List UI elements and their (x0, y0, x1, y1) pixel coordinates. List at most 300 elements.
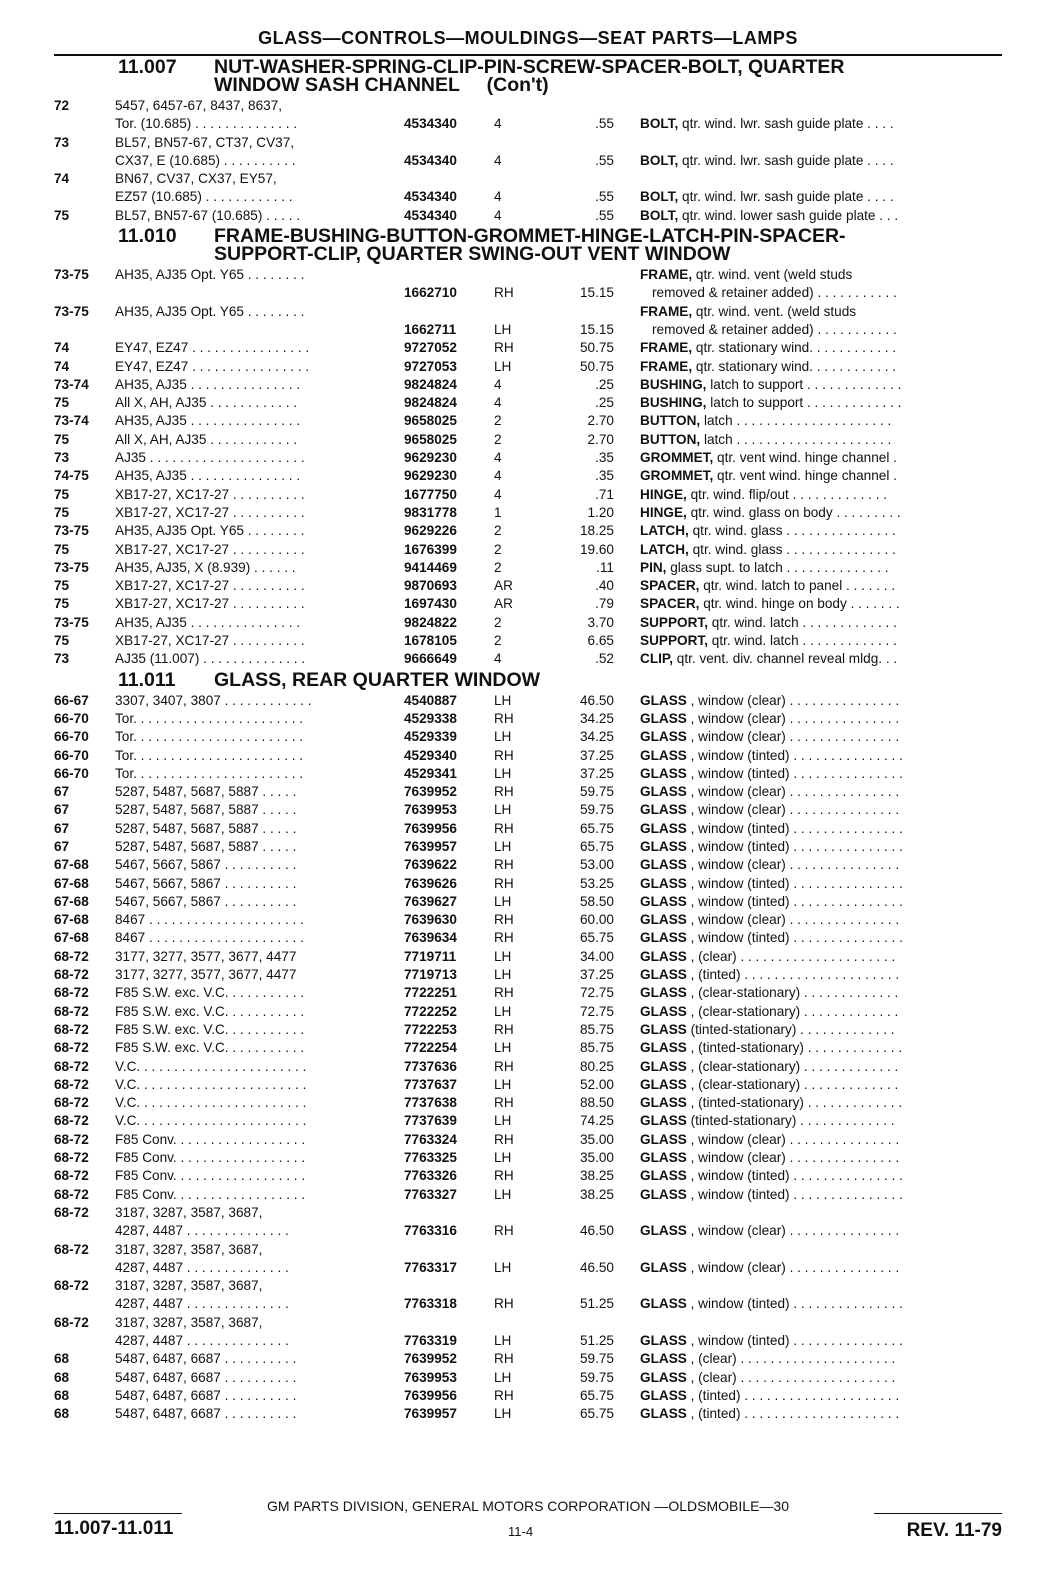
part-detail: qtr. wind. glass on body . . . . . . . . . (686, 504, 901, 520)
quantity: 4 (494, 651, 502, 667)
part-name: GLASS (640, 692, 687, 708)
part-number: 1678105 (404, 633, 457, 649)
table-row (54, 1058, 1002, 1076)
part-detail: qtr. wind. latch . . . . . . . . . . . . . (707, 633, 897, 649)
part-detail: , window (tinted) . . . . . . . . . . . . . . . (686, 893, 903, 909)
part-number: 9414469 (404, 559, 457, 575)
part-detail: glass supt. to latch . . . . . . . . . . . . . . (666, 559, 889, 575)
part-name: GLASS (640, 985, 687, 1001)
table-row (54, 728, 1002, 746)
part-name: GLASS (640, 1333, 687, 1348)
table-row (54, 522, 1002, 540)
model-applicability: All X, AH, AJ35 . . . . . . . . . . . . (115, 395, 298, 411)
model-year: 66-67 (54, 692, 89, 708)
price: 51.25 (579, 1296, 614, 1312)
quantity: LH (494, 1113, 512, 1129)
part-name: GLASS (640, 1351, 687, 1367)
table-row (54, 838, 1002, 856)
part-number: 7722252 (404, 1003, 457, 1019)
price: 46.50 (579, 692, 614, 708)
table-row (54, 504, 1002, 522)
price: 35.00 (579, 1131, 614, 1147)
table-row (54, 1405, 1002, 1423)
quantity: RH (494, 1131, 514, 1147)
quantity: 2 (494, 523, 502, 539)
table-row (54, 1149, 1002, 1167)
part-number: 7639953 (404, 1369, 457, 1385)
model-year: 73-75 (54, 614, 89, 630)
part-detail: , window (clear) . . . . . . . . . . . . . . . (686, 1259, 900, 1275)
part-number: 7639952 (404, 1351, 457, 1367)
part-name: GLASS (640, 1369, 687, 1385)
part-detail: qtr. vent wind. hinge channel . (713, 468, 897, 484)
price: .55 (595, 152, 614, 168)
quantity: 2 (494, 431, 502, 447)
model-year: 73-75 (54, 267, 89, 283)
part-number: 9824822 (404, 614, 457, 630)
description (640, 303, 1002, 321)
quantity: RH (494, 1095, 514, 1111)
price: .71 (595, 486, 614, 502)
price: .55 (595, 189, 614, 205)
part-number: 9658025 (404, 431, 457, 447)
part-detail: , window (clear) . . . . . . . . . . . . . . . (686, 784, 900, 800)
quantity: 4 (494, 152, 502, 168)
model-year: 67-68 (54, 930, 89, 946)
quantity: 4 (494, 450, 502, 466)
description (640, 1405, 1002, 1423)
quantity: RH (494, 710, 514, 726)
quantity: RH (494, 1387, 514, 1403)
part-detail: qtr. wind. flip/out . . . . . . . . . . . . . (686, 486, 888, 502)
part-name: GLASS (640, 1095, 687, 1111)
part-number: 4529341 (404, 765, 457, 781)
table-row (54, 97, 1002, 134)
table-row (54, 1204, 1002, 1241)
quantity: RH (494, 1223, 514, 1239)
quantity: LH (494, 838, 512, 854)
part-detail: (tinted-stationary) . . . . . . . . . . . . . (686, 1113, 895, 1129)
part-detail: , (tinted) . . . . . . . . . . . . . . . . . . . . . (686, 1387, 900, 1403)
table-row (54, 541, 1002, 559)
description (640, 632, 1002, 650)
description (640, 984, 1002, 1002)
part-number: 9727053 (404, 358, 457, 374)
section-code: 11.010 (118, 225, 177, 248)
price: .55 (595, 207, 614, 223)
description (640, 650, 1002, 668)
part-name: BOLT, (640, 152, 679, 168)
quantity: AR (494, 578, 513, 594)
price: 46.50 (579, 1223, 614, 1239)
model-applicability: AH35, AJ35 Opt. Y65 . . . . . . . . (115, 523, 305, 539)
part-name: PIN, (640, 559, 667, 575)
part-name: GLASS (640, 747, 687, 763)
part-name: GLASS (640, 802, 687, 818)
description (640, 1350, 1002, 1368)
table-row (54, 856, 1002, 874)
description (640, 1094, 1002, 1112)
description (640, 875, 1002, 893)
model-applicability: XB17-27, XC17-27 . . . . . . . . . . (115, 541, 305, 557)
model-applicability: AJ35 . . . . . . . . . . . . . . . . . . . . . (115, 450, 305, 466)
quantity: 4 (494, 486, 502, 502)
part-name: SUPPORT, (640, 614, 708, 630)
model-applicability: 3177, 3277, 3577, 3677, 4477 (115, 967, 297, 983)
part-detail: , window (tinted) . . . . . . . . . . . . . . . (686, 930, 903, 946)
price: 52.00 (579, 1076, 614, 1092)
price: .25 (595, 376, 614, 392)
price: 38.25 (579, 1168, 614, 1184)
part-number: 7763319 (404, 1333, 457, 1348)
model-applicability-cont: 4287, 4487 . . . . . . . . . . . . . . (115, 1333, 289, 1348)
model-year: 73-74 (54, 376, 89, 392)
quantity: LH (494, 802, 512, 818)
part-detail: qtr. wind. lwr. sash guide plate . . . . (678, 152, 894, 168)
price: 2.70 (587, 431, 614, 447)
part-number: 7639952 (404, 784, 457, 800)
quantity: RH (494, 747, 514, 763)
table-row (54, 467, 1002, 485)
part-number: 7763327 (404, 1186, 457, 1202)
model-year: 67 (54, 802, 70, 818)
price: 74.25 (579, 1113, 614, 1129)
model-year: 72 (54, 98, 70, 113)
part-number: 7722251 (404, 985, 457, 1001)
quantity: RH (494, 857, 514, 873)
model-year: 75 (54, 486, 70, 502)
model-year: 75 (54, 596, 70, 612)
part-name: GLASS (640, 1021, 687, 1037)
part-name: GLASS (640, 1387, 687, 1403)
model-year: 75 (54, 395, 70, 411)
model-year: 68-72 (54, 1021, 89, 1037)
part-name: GLASS (640, 1150, 687, 1166)
quantity: LH (494, 1076, 512, 1092)
model-applicability: XB17-27, XC17-27 . . . . . . . . . . (115, 486, 305, 502)
part-name: GLASS (640, 893, 687, 909)
part-name: GLASS (640, 1076, 687, 1092)
model-applicability: F85 Conv. . . . . . . . . . . . . . . . . . (115, 1150, 306, 1166)
model-applicability: XB17-27, XC17-27 . . . . . . . . . . (115, 596, 305, 612)
part-name: GLASS (640, 729, 687, 745)
part-detail: , window (clear) . . . . . . . . . . . . . . . (686, 912, 900, 928)
part-number: 9727052 (404, 340, 457, 356)
part-number: 7763324 (404, 1131, 457, 1147)
description (640, 504, 1002, 522)
description (640, 911, 1002, 929)
quantity: 4 (494, 376, 502, 392)
part-number: 9831778 (404, 504, 457, 520)
model-year: 68-72 (54, 948, 89, 964)
table-row (54, 1076, 1002, 1094)
price: 53.00 (579, 857, 614, 873)
description (640, 394, 1002, 412)
quantity: LH (494, 1333, 512, 1348)
description (640, 559, 1002, 577)
quantity: RH (494, 875, 514, 891)
part-name: GLASS (640, 930, 687, 946)
parts-table (54, 97, 1002, 225)
price: 6.65 (587, 633, 614, 649)
description (640, 266, 1002, 284)
table-row (54, 783, 1002, 801)
quantity: RH (494, 285, 514, 301)
quantity: RH (494, 784, 514, 800)
model-applicability: AH35, AJ35 . . . . . . . . . . . . . . . (115, 614, 301, 630)
price: 37.25 (579, 747, 614, 763)
table-row (54, 632, 1002, 650)
part-detail: , window (clear) . . . . . . . . . . . . . . . (686, 802, 900, 818)
part-number: 7639634 (404, 930, 457, 946)
table-row (54, 1387, 1002, 1405)
model-applicability: All X, AH, AJ35 . . . . . . . . . . . . (115, 431, 298, 447)
price: 46.50 (579, 1259, 614, 1275)
quantity: RH (494, 1021, 514, 1037)
part-number: 4534340 (404, 116, 457, 132)
model-applicability: 5287, 5487, 5687, 5887 . . . . . (115, 802, 297, 818)
part-name: CLIP, (640, 651, 673, 667)
model-applicability-cont: 4287, 4487 . . . . . . . . . . . . . . (115, 1296, 289, 1312)
part-name: GLASS (640, 1406, 687, 1422)
part-name: GLASS (640, 1168, 687, 1184)
price: 59.75 (579, 1369, 614, 1385)
part-number: 7639956 (404, 820, 457, 836)
part-number: 7639957 (404, 838, 457, 854)
model-applicability: 5487, 6487, 6687 . . . . . . . . . . (115, 1406, 297, 1422)
model-year: 68-72 (54, 1058, 89, 1074)
description (640, 339, 1002, 357)
price: 59.75 (579, 802, 614, 818)
model-year: 75 (54, 578, 70, 594)
table-row (54, 207, 1002, 225)
section-title: NUT-WASHER-SPRING-CLIP-PIN-SCREW-SPACER-BOLT, QUARTER WINDOW SASH CHANNEL (Con't) (214, 56, 845, 96)
part-number: 9824824 (404, 376, 457, 392)
quantity: LH (494, 765, 512, 781)
description (640, 1058, 1002, 1076)
model-year: 68 (54, 1369, 70, 1385)
model-year: 67-68 (54, 893, 89, 909)
table-row (54, 1277, 1002, 1314)
part-name: LATCH, (640, 523, 689, 539)
part-number: 4534340 (404, 207, 457, 223)
part-number: 1662711 (404, 321, 457, 337)
part-name: GLASS (640, 1259, 687, 1275)
description (640, 838, 1002, 856)
section-title: GLASS, REAR QUARTER WINDOW (214, 668, 541, 691)
part-detail: , (clear) . . . . . . . . . . . . . . . . . . . . . (686, 948, 896, 964)
part-number: 7737636 (404, 1058, 457, 1074)
model-applicability: 8467 . . . . . . . . . . . . . . . . . . . . . (115, 912, 304, 928)
description (640, 1186, 1002, 1204)
table-row (54, 1021, 1002, 1039)
quantity: RH (494, 820, 514, 836)
price: 34.25 (579, 710, 614, 726)
price: 35.00 (579, 1150, 614, 1166)
description (640, 115, 1002, 133)
quantity: 2 (494, 413, 502, 429)
part-number: 7639626 (404, 875, 457, 891)
table-row (54, 358, 1002, 376)
description (640, 1112, 1002, 1130)
description (640, 1039, 1002, 1057)
table-row (54, 948, 1002, 966)
part-detail: (tinted-stationary) . . . . . . . . . . . . . (686, 1021, 895, 1037)
part-detail: qtr. wind. glass . . . . . . . . . . . . . . . (688, 541, 896, 557)
model-year: 68-72 (54, 1003, 89, 1019)
section-heading (54, 58, 1002, 95)
model-year: 66-70 (54, 765, 89, 781)
model-applicability: 5487, 6487, 6687 . . . . . . . . . . (115, 1387, 297, 1403)
part-detail: qtr. stationary wind. . . . . . . . . . . . (692, 340, 897, 356)
price: 38.25 (579, 1186, 614, 1202)
parts-table (54, 266, 1002, 669)
model-applicability: BL57, BN57-67 (10.685) . . . . . (115, 207, 301, 223)
model-year: 66-70 (54, 729, 89, 745)
part-detail: , window (tinted) . . . . . . . . . . . . . . . (686, 820, 903, 836)
part-detail: , window (clear) . . . . . . . . . . . . . . . (686, 857, 900, 873)
price: 37.25 (579, 765, 614, 781)
model-applicability: XB17-27, XC17-27 . . . . . . . . . . (115, 504, 305, 520)
model-year: 66-70 (54, 747, 89, 763)
part-detail: , window (tinted) . . . . . . . . . . . . . . . (686, 765, 903, 781)
part-detail: , window (tinted) . . . . . . . . . . . . . . . (686, 838, 903, 854)
part-name: FRAME, (640, 340, 693, 356)
part-name: GLASS (640, 1003, 687, 1019)
description-cont: removed & retainer added) . . . . . . . . . . . (652, 285, 897, 301)
part-detail: , window (tinted) . . . . . . . . . . . . . . . (686, 875, 903, 891)
table-row (54, 577, 1002, 595)
quantity: LH (494, 1186, 512, 1202)
part-number: 7722253 (404, 1021, 457, 1037)
part-number: 9666649 (404, 651, 457, 667)
part-number: 7639953 (404, 802, 457, 818)
part-name: FRAME, (640, 303, 693, 319)
table-row (54, 1112, 1002, 1130)
section-code: 11.007 (118, 56, 177, 78)
description (640, 522, 1002, 540)
part-name: GLASS (640, 1223, 687, 1239)
model-applicability: Tor. . . . . . . . . . . . . . . . . . . . . . . (115, 747, 304, 763)
table-row (54, 966, 1002, 984)
price: .40 (595, 578, 614, 594)
model-applicability: AH35, AJ35, X (8.939) . . . . . . (115, 559, 296, 575)
description (640, 467, 1002, 485)
part-name: BUSHING, (640, 376, 707, 392)
price: 59.75 (579, 784, 614, 800)
catalog-page (54, 26, 1002, 1423)
model-year: 68-72 (54, 1040, 89, 1056)
model-applicability: AH35, AJ35 Opt. Y65 . . . . . . . . (115, 303, 305, 319)
table-row (54, 1241, 1002, 1278)
description (640, 449, 1002, 467)
part-name: BOLT, (640, 189, 679, 205)
part-number: 4534340 (404, 152, 457, 168)
part-detail: qtr. wind. vent (weld studs (692, 267, 853, 283)
description (640, 1131, 1002, 1149)
part-number: 7719713 (404, 967, 457, 983)
part-number: 1697430 (404, 596, 457, 612)
price: 80.25 (579, 1058, 614, 1074)
part-name: GLASS (640, 875, 687, 891)
quantity: LH (494, 948, 512, 964)
price: .35 (595, 468, 614, 484)
part-name: GLASS (640, 784, 687, 800)
quantity: 2 (494, 559, 502, 575)
part-number: 9824824 (404, 395, 457, 411)
description (640, 431, 1002, 449)
part-detail: , window (clear) . . . . . . . . . . . . . . . (686, 1131, 900, 1147)
price: 65.75 (579, 838, 614, 854)
table-row (54, 929, 1002, 947)
description (640, 820, 1002, 838)
footer-page-number: 11-4 (508, 1524, 534, 1539)
model-year: 67 (54, 784, 70, 800)
model-year: 67-68 (54, 875, 89, 891)
part-name: HINGE, (640, 486, 687, 502)
part-name: GLASS (640, 820, 687, 836)
model-year: 73 (54, 134, 70, 150)
part-number: 7763316 (404, 1223, 457, 1239)
price: 72.75 (579, 985, 614, 1001)
model-year: 68-72 (54, 1113, 89, 1129)
model-applicability: 5287, 5487, 5687, 5887 . . . . . (115, 838, 297, 854)
section-heading (54, 227, 1002, 264)
price: 60.00 (579, 912, 614, 928)
description (640, 747, 1002, 765)
description (640, 541, 1002, 559)
part-detail: qtr. wind. lwr. sash guide plate . . . . (678, 116, 894, 132)
model-applicability-cont: 4287, 4487 . . . . . . . . . . . . . . (115, 1259, 289, 1275)
part-name: GLASS (640, 967, 687, 983)
part-detail: qtr. vent wind. hinge channel . (713, 450, 897, 466)
description (640, 692, 1002, 710)
table-row (54, 303, 1002, 340)
model-applicability: AH35, AJ35 . . . . . . . . . . . . . . . (115, 413, 301, 429)
part-detail: , window (tinted) . . . . . . . . . . . . . . . (686, 747, 903, 763)
part-detail: , window (clear) . . . . . . . . . . . . . . . (686, 729, 900, 745)
part-name: GROMMET, (640, 468, 714, 484)
part-number: 4529338 (404, 710, 457, 726)
part-name: LATCH, (640, 541, 689, 557)
model-applicability: AH35, AJ35 Opt. Y65 . . . . . . . . (115, 267, 305, 283)
price: 15.15 (579, 321, 614, 337)
part-name: FRAME, (640, 358, 693, 374)
model-year: 68-72 (54, 1150, 89, 1166)
quantity: 4 (494, 395, 502, 411)
model-applicability: 5467, 5667, 5867 . . . . . . . . . . (115, 857, 297, 873)
model-applicability: F85 S.W. exc. V.C. . . . . . . . . . . (115, 1040, 305, 1056)
quantity: RH (494, 1296, 514, 1312)
model-applicability: Tor. . . . . . . . . . . . . . . . . . . . . . . (115, 729, 304, 745)
part-number: 7763318 (404, 1296, 457, 1312)
part-detail: qtr. wind. lower sash guide plate . . . (678, 207, 899, 223)
description (640, 893, 1002, 911)
page-header: GLASS—CONTROLS—MOULDINGS—SEAT PARTS—LAMPS (54, 26, 1002, 56)
quantity: RH (494, 912, 514, 928)
description (640, 856, 1002, 874)
table-row (54, 376, 1002, 394)
page-footer (54, 1496, 1002, 1556)
description (640, 358, 1002, 376)
price: 72.75 (579, 1003, 614, 1019)
description (640, 412, 1002, 430)
part-number: 4540887 (404, 692, 457, 708)
model-year: 68-72 (54, 1314, 89, 1330)
catalog-content (54, 58, 1002, 1423)
part-name: GLASS (640, 765, 687, 781)
table-row (54, 875, 1002, 893)
